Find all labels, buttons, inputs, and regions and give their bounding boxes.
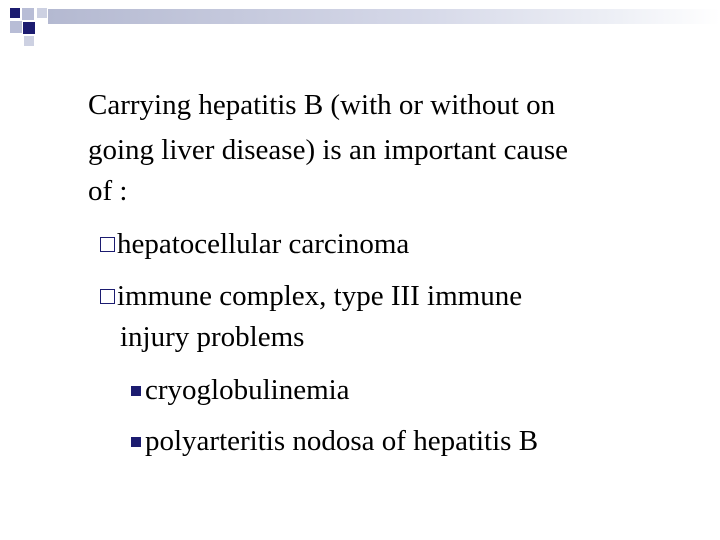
hollow-square-icon	[100, 237, 115, 252]
sub-bullet-text: polyarteritis nodosa of hepatitis B	[145, 425, 539, 457]
sub-bullet-item	[131, 424, 538, 458]
sub-bullet-item	[131, 373, 350, 407]
intro-line: Carrying hepatitis B (with or without on	[88, 89, 556, 121]
intro-line: going liver disease) is an important cause	[88, 134, 568, 166]
hollow-square-icon	[100, 289, 115, 304]
bullet-continuation: injury problems	[120, 321, 305, 353]
bullet-item	[100, 279, 522, 313]
bullet-item	[100, 227, 409, 261]
sub-bullet-text: cryoglobulinemia	[145, 374, 350, 406]
solid-square-icon	[131, 386, 141, 396]
solid-square-icon	[131, 437, 141, 447]
bullet-text: hepatocellular carcinoma	[117, 228, 410, 260]
intro-line: of :	[88, 175, 128, 207]
bullet-text: immune complex, type III immune	[117, 280, 523, 312]
